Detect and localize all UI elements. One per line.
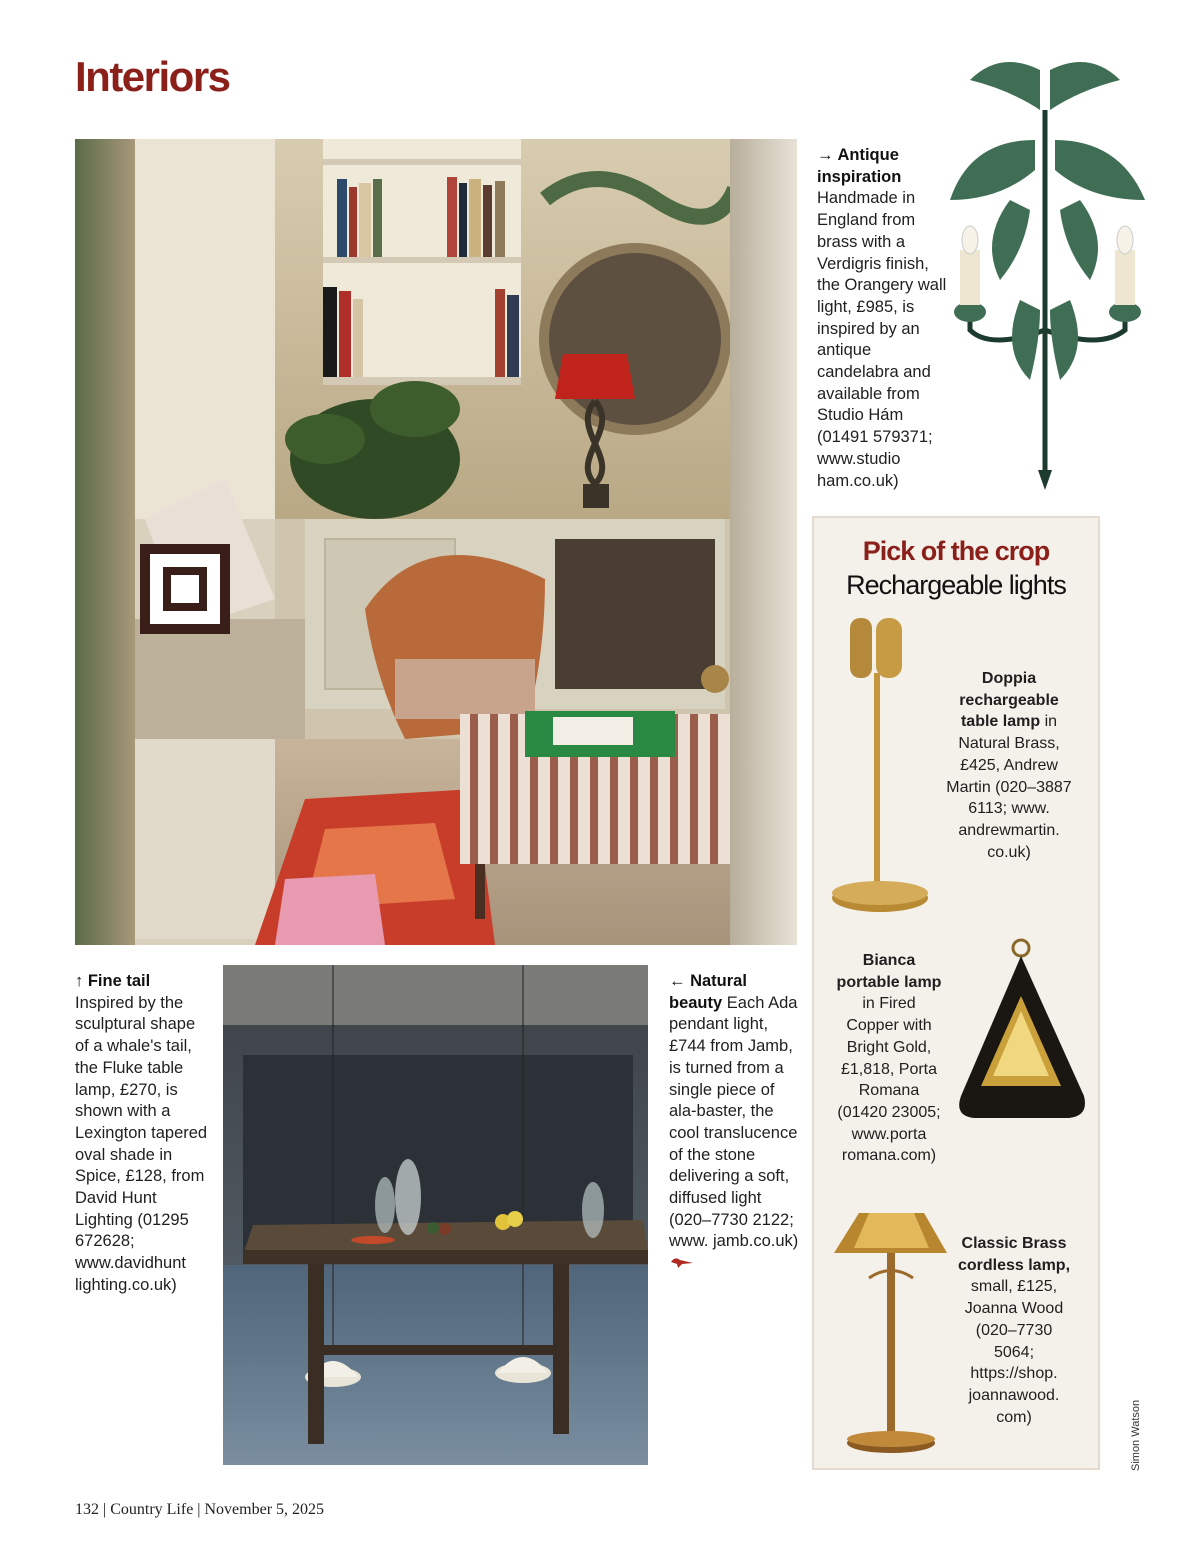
classic-brass-lamp-text [954, 1233, 1074, 1428]
bianca-lamp-details: in Fired Copper with Bright Gold, £1,818, Porta Romana (01420 23005; www.porta romana.com) [837, 995, 941, 1165]
section-title: Interiors [75, 53, 230, 100]
kitchen-pendant-photo [223, 965, 648, 1465]
natural-heading: Natural beauty [669, 972, 747, 1012]
bianca-lamp-text [834, 950, 944, 1167]
fine-tail-body: Inspired by the sculptural shape of a whale's tail, the Fluke table lamp, £270, is shown with a Lexington tapered oval shade in Spice, £128, from David Hunt Lighting (01295 672628; www.davidhunt lighting.co.uk) [75, 993, 208, 1294]
main-room-photo [75, 139, 797, 945]
doppia-lamp-details: in Natural Brass, £425, Andrew Martin (020–3887 6113; www. andrewmartin. co.uk) [946, 713, 1072, 861]
orangery-wall-light-image [940, 50, 1155, 495]
bianca-lamp-image [949, 936, 1094, 1126]
classic-brass-lamp-details: small, £125, Joanna Wood (020–7730 5064; https://shop. joannawood. com) [964, 1278, 1064, 1426]
box-kicker: Pick of the crop [862, 536, 1050, 566]
classic-brass-lamp-image [829, 1208, 954, 1458]
fine-tail-heading: Fine tail [87, 972, 151, 990]
natural-body: Each Ada pendant light, £744 from Jamb, is turned from a single piece of ala-baster, the cool translucence of the stone delivering a soft, diffused light (020–7730 2122; www. jamb.co.uk) [669, 993, 799, 1251]
bianca-lamp-name: Bianca portable lamp [836, 952, 942, 991]
doppia-lamp-image [828, 613, 938, 913]
doppia-lamp-name: Doppia rechargeable table lamp [959, 670, 1059, 731]
photo-credit: Simon Watson [1130, 1399, 1142, 1471]
natural-beauty-caption [669, 971, 799, 1275]
page-footer: 132 | Country Life | November 5, 2025 [75, 1501, 325, 1518]
pick-of-the-crop-box [812, 516, 1100, 1470]
doppia-lamp-text [944, 668, 1074, 863]
arrow-right-icon: → [817, 146, 834, 164]
arrow-left-icon: ← [669, 972, 686, 990]
antique-body: Handmade in England from brass with a Verdigris finish, the Orangery wall light, £985, is inspired by an antique candelabra and available from Studio Hám (01491 579371; www.studio ham.co.uk) [817, 189, 947, 490]
box-subtitle: Rechargeable lights [846, 570, 1066, 600]
arrow-up-icon: ↑ [75, 972, 84, 990]
antique-heading: Antique inspiration [817, 146, 902, 186]
fine-tail-caption [75, 971, 210, 1297]
classic-brass-lamp-name: Classic Brass cordless lamp, [957, 1235, 1071, 1274]
end-mark-pheasant-icon [669, 1253, 695, 1275]
antique-caption [817, 145, 947, 492]
